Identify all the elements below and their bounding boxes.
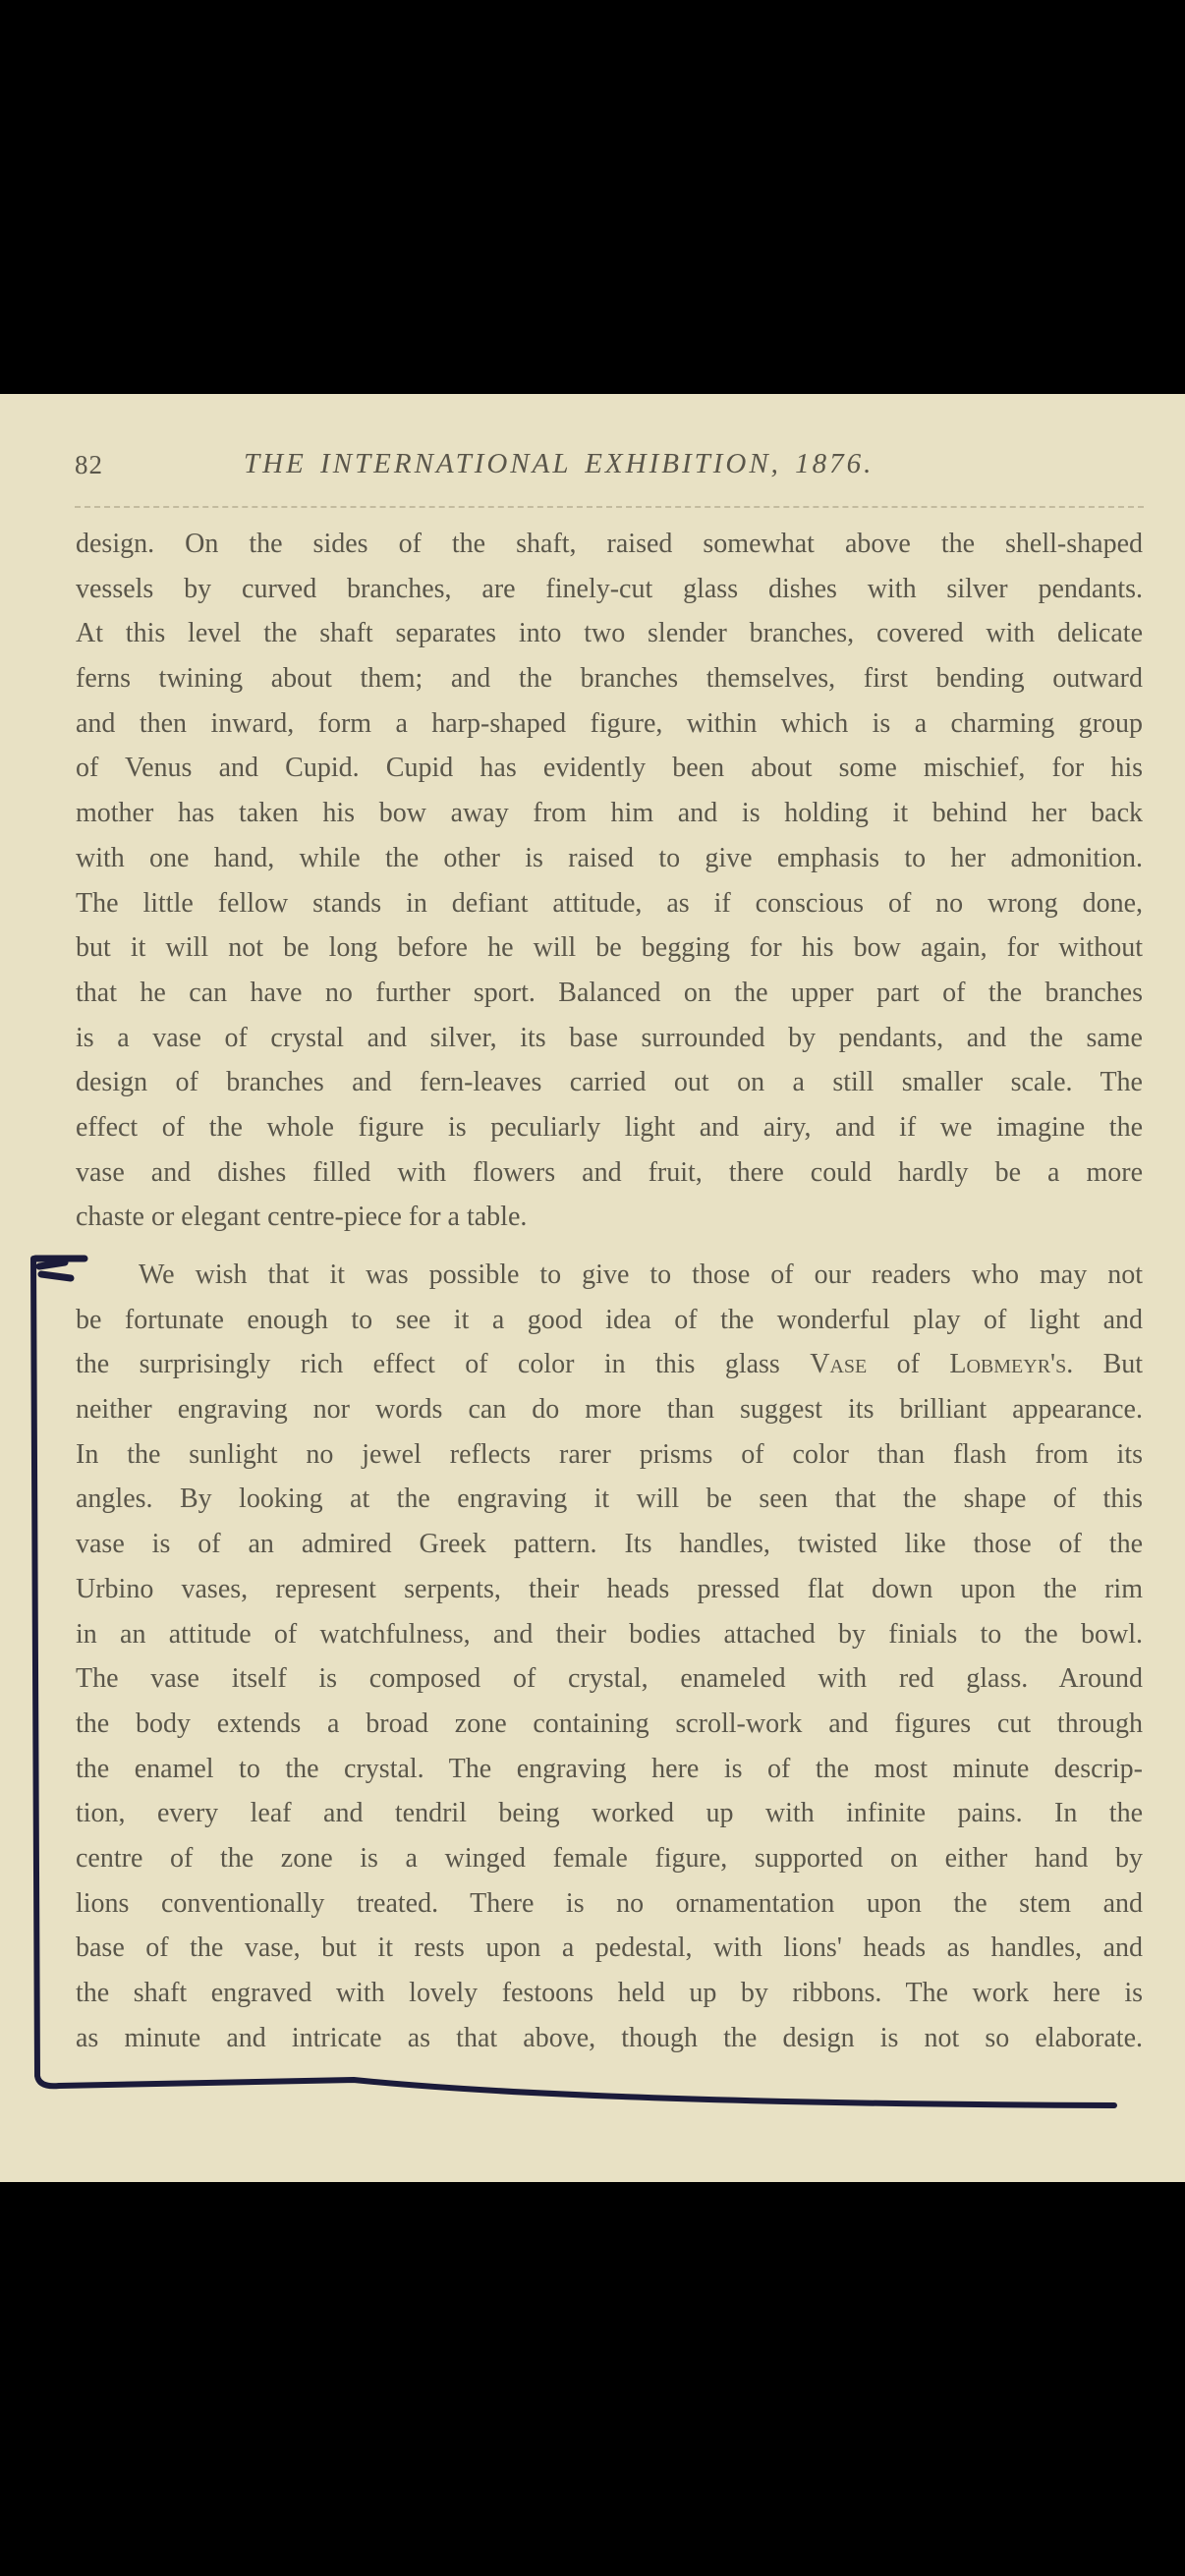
paragraph-1-line: vessels by curved branches, are finely-cut glass dishes with silver pendants. [76, 573, 1143, 604]
paragraph-1-line: with one hand, while the other is raised to give emphasis to her admonition. [76, 842, 1143, 873]
paragraph-2-line: in an attitude of watchfulness, and their bodies attached by finials to the bowl. [76, 1618, 1143, 1650]
paragraph-1-line: but it will not be long before he will be begging for his bow again, for without [76, 932, 1143, 964]
paragraph-2-line: the shaft engraved with lovely festoons held up by ribbons. The work here is [76, 1978, 1143, 2008]
paragraph-2-line [76, 1342, 1143, 1387]
maker-smallcaps: Lobmeyr's. [949, 1349, 1074, 1380]
paragraph-1-line: and then inward, form a harp-shaped figure, within which is a charming group [76, 707, 1143, 739]
paragraph-2-line: We wish that it was possible to give to those of our readers who may not [139, 1260, 1143, 1290]
paragraph-2-line: The vase itself is composed of crystal, enameled with red glass. Around [76, 1663, 1143, 1695]
paragraph-2 [76, 1253, 1143, 2060]
paragraph-2-line: centre of the zone is a winged female figure, supported on either hand by [76, 1842, 1143, 1874]
paragraph-2-line: vase is of an admired Greek pattern. Its handles, twisted like those of the [76, 1529, 1143, 1560]
paragraph-1-line: The little fellow stands in defiant attitude, as if conscious of no wrong done, [76, 887, 1143, 919]
paragraph-2-line: neither engraving nor words can do more than suggest its brilliant appearance. [76, 1394, 1143, 1426]
text-run: But [1102, 1349, 1144, 1380]
paragraph-1-line: design of branches and fern-leaves carried out on a still smaller scale. The [76, 1067, 1143, 1098]
paragraph-1-line: vase and dishes filled with flowers and fruit, there could hardly be a more [76, 1156, 1143, 1188]
paragraph-1 [76, 522, 1143, 1240]
paragraph-2-rest [76, 1387, 1143, 2060]
book-page-scan [0, 394, 1185, 2182]
paragraph-2-line: base of the vase, but it rests upon a pedestal, with lions' heads as handles, and [76, 1932, 1143, 1964]
paragraph-2-line: as minute and intricate as that above, though the design is not so elaborate. [76, 2022, 1143, 2053]
paragraph-1-line: At this level the shaft separates into two slender branches, covered with delicate [76, 618, 1143, 649]
header-rule [75, 506, 1144, 508]
paragraph-1-line: chaste or elegant centre-piece for a table. [76, 1202, 528, 1233]
text-run: the surprisingly rich effect of color in this glass [76, 1349, 780, 1380]
running-head [0, 448, 1185, 487]
paragraph-1-line: design. On the sides of the shaft, raised somewhat above the shell-shaped [76, 529, 1143, 559]
paragraph-2-line: In the sunlight no jewel reflects rarer prisms of color than flash from its [76, 1438, 1143, 1470]
text-run: of [896, 1349, 920, 1380]
paragraph-1-line: that he can have no further sport. Balanced on the upper part of the branches [76, 977, 1143, 1008]
paragraph-1-line: of Venus and Cupid. Cupid has evidently been about some mischief, for his [76, 753, 1143, 784]
paragraph-2-line: angles. By looking at the engraving it will be seen that the shape of this [76, 1484, 1143, 1515]
paragraph-1-line: is a vase of crystal and silver, its base surrounded by pendants, and the same [76, 1022, 1143, 1053]
paragraph-2-line: the enamel to the crystal. The engraving here is of the most minute descrip- [76, 1753, 1143, 1784]
paragraph-1-line: mother has taken his bow away from him and is holding it behind her back [76, 798, 1143, 829]
paragraph-2-line: Urbino vases, represent serpents, their heads pressed flat down upon the rim [76, 1573, 1143, 1604]
paragraph-2-line: be fortunate enough to see it a good idea of the wonderful play of light and [76, 1304, 1143, 1335]
vase-smallcaps: Vase [810, 1349, 868, 1380]
paragraph-1-line: effect of the whole figure is peculiarly light and airy, and if we imagine the [76, 1111, 1143, 1143]
paragraph-2-line: lions conventionally treated. There is no ornamentation upon the stem and [76, 1887, 1143, 1919]
paragraph-1-line: ferns twining about them; and the branches themselves, first bending outward [76, 663, 1143, 695]
paragraph-2-line: tion, every leaf and tendril being worked up with infinite pains. In the [76, 1798, 1143, 1829]
paragraph-2-line: the body extends a broad zone containing scroll-work and figures cut through [76, 1708, 1143, 1739]
running-head-title: THE INTERNATIONAL EXHIBITION, 1876. [244, 448, 875, 479]
page-number: 82 [75, 450, 103, 479]
